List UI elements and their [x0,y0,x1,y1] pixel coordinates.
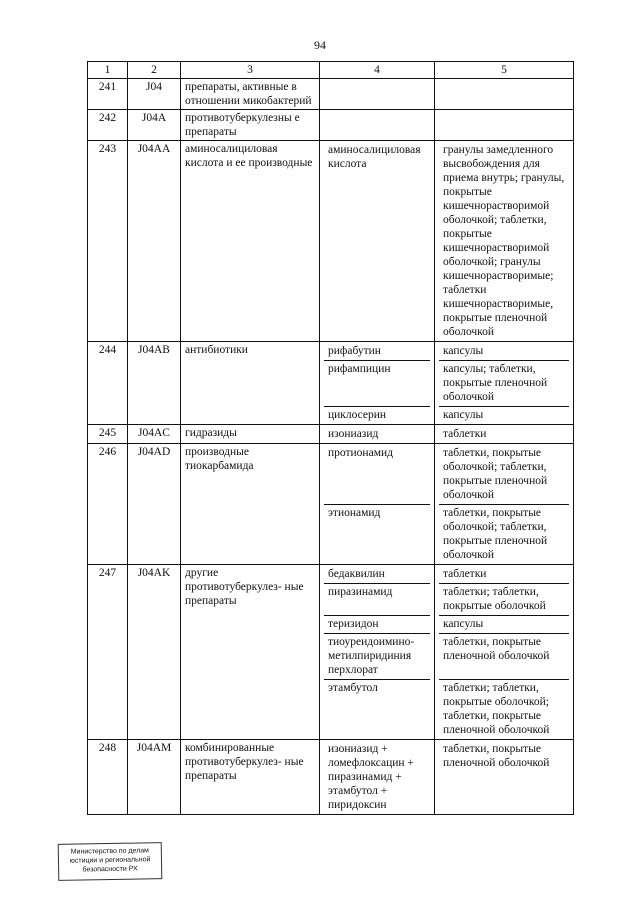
stamp-line: безопасности РХ [82,865,138,874]
group-name: препараты, активные в отношении микобактерий [181,79,320,110]
drug-names-cell [320,110,435,141]
table-row [88,141,574,342]
dosage-form: таблетки [443,428,487,440]
dosage-forms-cell [435,141,574,342]
atc-code: J04AK [128,565,181,740]
dosage-form: таблетки; таблетки, покрытые оболочкой [439,584,569,616]
row-number: 246 [88,444,128,565]
dosage-form: таблетки, покрытые оболочкой; таблетки, покрытые пленочной оболочкой [439,445,569,505]
table-row [88,79,574,110]
dosage-forms-cell [435,565,574,740]
row-number: 244 [88,342,128,425]
drug-names-cell [320,79,435,110]
dosage-form: таблетки; таблетки, покрытые оболочкой; таблетки, покрытые пленочной оболочкой [443,682,550,736]
drug-name: теризидон [324,616,430,634]
page-number: 94 [314,38,326,52]
drug-names-cell [320,342,435,425]
drug-name [324,80,430,82]
atc-code: J04A [128,110,181,141]
stamp-line: юстиции и региональной [69,856,151,865]
header-col-5: 5 [435,62,574,79]
group-name: комбинированные противотуберкулез- ные препараты [181,740,320,815]
header-col-3: 3 [181,62,320,79]
dosage-form: капсулы [443,409,484,421]
drug-name: бедаквилин [324,566,430,584]
drug-name: протионамид [324,445,430,505]
row-number: 248 [88,740,128,815]
dosage-form: капсулы; таблетки, покрытые пленочной оболочкой [439,361,569,407]
row-number: 247 [88,565,128,740]
drug-name: этионамид [328,507,381,519]
dosage-form: таблетки [439,566,569,584]
row-number: 242 [88,110,128,141]
group-name: антибиотики [181,342,320,425]
drug-name: изониазид + ломефлоксацин + пиразинамид + этамбутол + пиридоксин [328,743,414,811]
drug-names-cell [320,565,435,740]
drug-name: изониазид [328,428,379,440]
dosage-form [439,80,569,82]
dosage-forms-cell [435,444,574,565]
drug-name: рифабутин [324,343,430,361]
atc-code: J04AM [128,740,181,815]
table-row [88,565,574,740]
dosage-form: капсулы [439,343,569,361]
dosage-form: гранулы замедленного высвобождения для приема внутрь; гранулы, покрытые кишечнорастворимой оболочкой; таблетки, покрытые кишечнорастворимой оболочкой; гранулы кишечнорастворимые; таблетки кишечнорастворимые, покрытые пленочной оболочкой [443,144,565,338]
row-number: 241 [88,79,128,110]
table-row [88,425,574,444]
dosage-form: таблетки, покрытые пленочной оболочкой [443,743,550,769]
dosage-forms-cell [435,110,574,141]
group-name: противотуберкулезны е препараты [181,110,320,141]
atc-code: J04 [128,79,181,110]
header-col-2: 2 [128,62,181,79]
dosage-forms-cell [435,342,574,425]
drug-name: этамбутол [328,682,378,694]
group-name: производные тиокарбамида [181,444,320,565]
drug-names-cell [320,444,435,565]
group-name: гидразиды [181,425,320,444]
dosage-form [439,111,569,113]
header-col-4: 4 [320,62,435,79]
drug-names-cell [320,740,435,815]
group-name: аминосалициловая кислота и ее производные [181,141,320,342]
dosage-forms-cell [435,425,574,444]
drug-name: рифампицин [324,361,430,407]
drug-name: тиоуреидоимино- метилпиридиния перхлорат [324,634,430,680]
medicines-table [87,61,574,815]
drug-name: аминосалициловая кислота [328,144,421,170]
drug-names-cell [320,425,435,444]
dosage-form: таблетки, покрытые пленочной оболочкой [439,634,569,680]
header-row [88,62,574,79]
dosage-form: таблетки, покрытые оболочкой; таблетки, покрытые пленочной оболочкой [443,507,548,561]
header-col-1: 1 [88,62,128,79]
ministry-stamp [58,842,163,881]
table-row [88,740,574,815]
dosage-forms-cell [435,79,574,110]
stamp-line: Министерство по делам [70,847,150,856]
dosage-forms-cell [435,740,574,815]
atc-code: J04AB [128,342,181,425]
table-row [88,444,574,565]
atc-code: J04AD [128,444,181,565]
drug-name [324,111,430,113]
drug-name: пиразинамид [324,584,430,616]
row-number: 243 [88,141,128,342]
group-name: другие противотуберкулез- ные препараты [181,565,320,740]
table-row [88,110,574,141]
atc-code: J04AC [128,425,181,444]
atc-code: J04AA [128,141,181,342]
drug-names-cell [320,141,435,342]
drug-name: циклосерин [328,409,387,421]
row-number: 245 [88,425,128,444]
table-row [88,342,574,425]
dosage-form: капсулы [439,616,569,634]
